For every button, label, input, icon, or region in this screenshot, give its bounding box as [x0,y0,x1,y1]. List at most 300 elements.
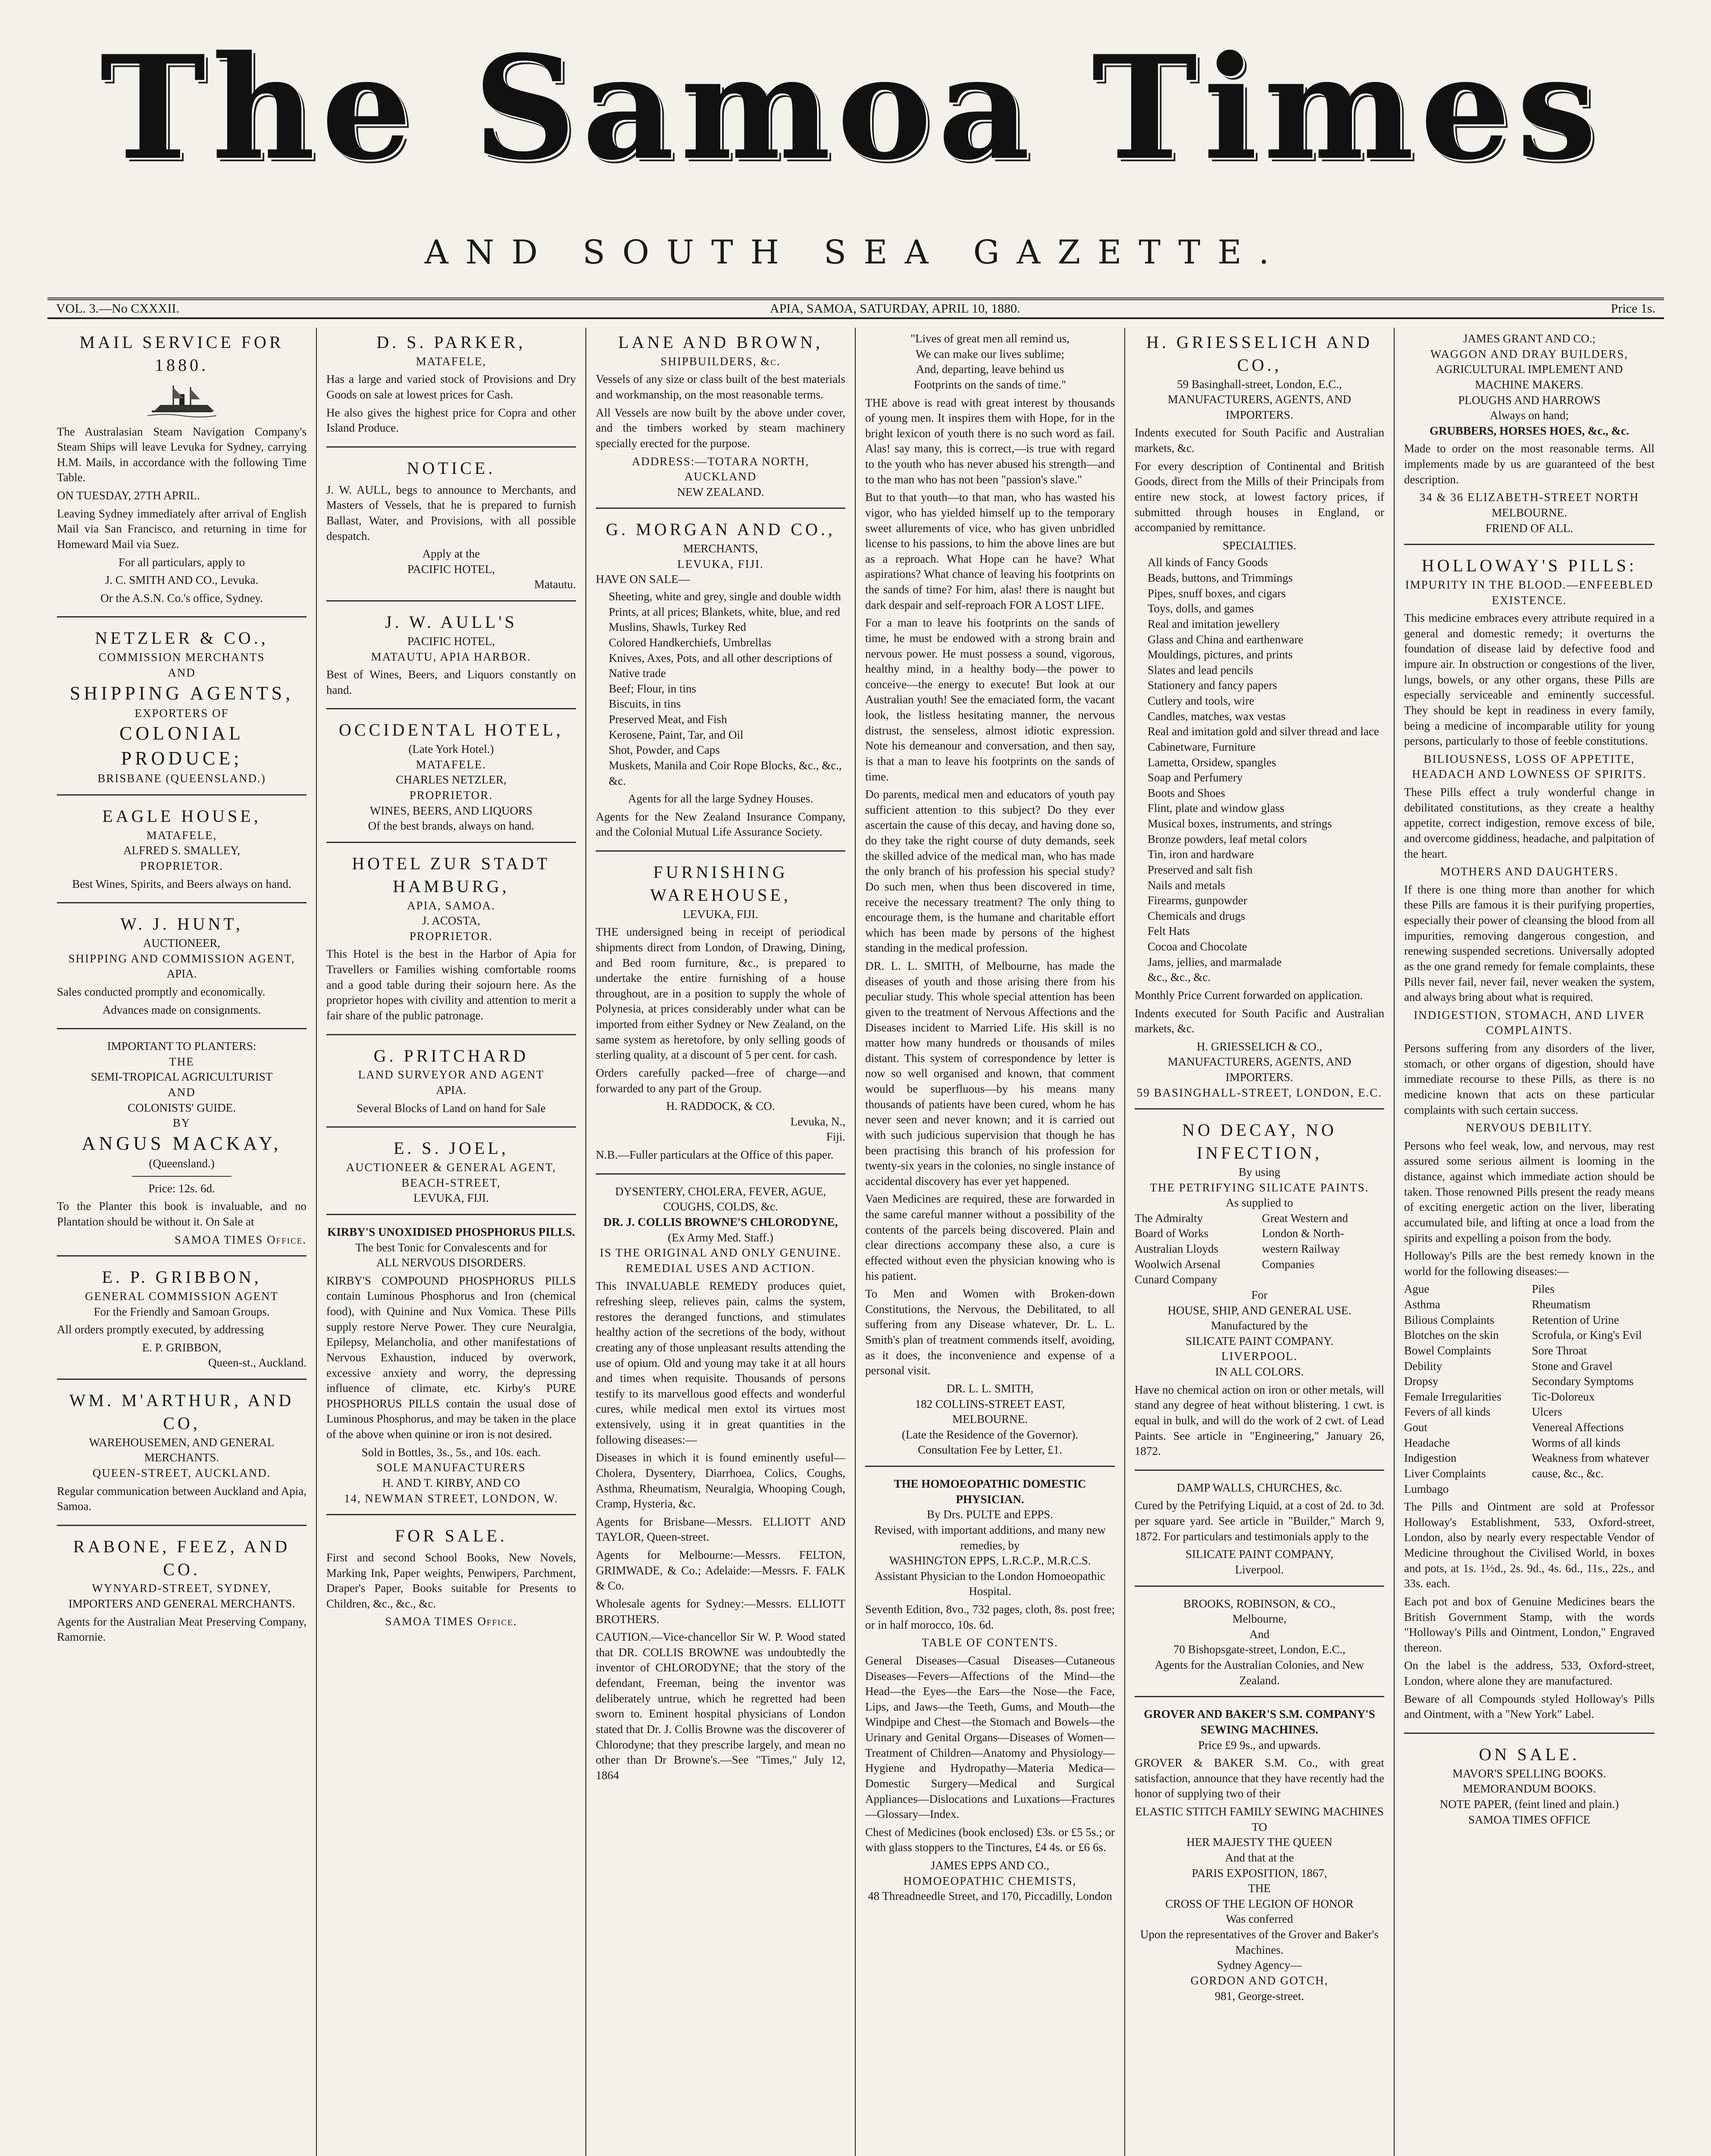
ad-text: MATAUTU, APIA HARBOR. [371,650,532,663]
ad-text: 48 Threadneedle Street, and 170, Piccadilly, London [868,1890,1112,1903]
ad-text: Agents for the New Zealand Insurance Company, and the Colonial Mutual Life Assurance Society. [596,810,845,839]
zur-stadt-hamburg-ad [326,852,576,1035]
ad-heading: HOTEL ZUR STADT HAMBURG, [352,853,551,896]
ad-text: On the label is the address, 533, Oxford-street, London, where alone they are manufactured. [1404,1659,1655,1688]
article-paragraph: Vaen Medicines are required, these are forwarded in the same careful manner without a possibility of the contents of the parcels being discovered. Plain and clear directions accompany these also, a cure is effected without even the physician knowing who is his patient. [865,1192,1115,1282]
list-item: Soap and Perfumery [1148,771,1243,784]
ad-text: N.B.—Fuller particulars at the Office of this paper. [596,1148,834,1162]
ad-text: For every description of Continental and British Goods, direct from the Mills of their Principals from entire new stock, at lowest factory prices, if submitted through houses in England, or accompanied by remittance. [1135,459,1384,534]
column-2 [317,328,586,2156]
ad-text: All orders promptly executed, by addressing [57,1323,264,1336]
ad-text: MATAFELE. [416,758,487,771]
ad-text: MACHINE MAKERS. [1475,378,1584,391]
list-item: Nails and metals [1148,878,1225,892]
specialties-list [1135,555,1384,985]
ad-text: DR. L. L. SMITH, [946,1382,1034,1395]
ad-text: These Pills effect a truly wonderful change in debilitated constitutions, as they create a healthy appetite, correct indigestion, remove excess of bile, and overcome giddiness, headache, and palpitation of the heart. [1404,786,1655,860]
list-item: Cocoa and Chocolate [1148,940,1247,953]
ad-text: BY [172,1116,191,1130]
ad-text: Cured by the Petrifying Liquid, at a cost of 2d. to 3d. per square yard. See article in "Builder," March 9, 1872. For particulars and testimonials apply to the [1135,1499,1384,1543]
ad-text: Persons who feel weak, low, and nervous, may rest assured some serious ailment is looming in the distance, against which immediate action should be taken. Those renowned Pills present the ready means of exciting energetic action on the liver, liberating accumulated bile, and lifting at once a load from the spirits and expelling a poison from the body. [1404,1139,1655,1244]
ad-text: MATAFELE, [146,828,217,842]
hunt-ad [57,913,307,1029]
ad-text: Manufactured by the [1211,1319,1308,1332]
ad-text: Has a large and varied stock of Provisions and Dry Goods on sale at lowest prices for Cash. [326,373,576,401]
ad-text: Best Wines, Spirits, and Beers always on hand. [72,877,291,890]
ad-heading: NOTICE. [407,458,496,478]
ad-text: And [1249,1627,1270,1641]
ad-text: H. GRIESSELICH & CO., [1196,1040,1322,1053]
list-item: Boots and Shoes [1148,786,1226,799]
ad-text: THE [1248,1882,1271,1895]
ad-heading: KIRBY'S UNOXIDISED PHOSPHORUS PILLS. [327,1225,575,1238]
aull-hotel-ad [326,611,576,709]
ad-heading: EAGLE HOUSE, [102,806,261,826]
ad-text: Ague Asthma Bilious Complaints Blotches on the skin Bowel Complaints Debility Dropsy Female Irregularities Fevers of all kinds Gout Headache Indigestion Liver Complaints Lumbago [1404,1282,1501,1495]
ad-text: NEW ZEALAND. [677,485,764,498]
ad-text: GRUBBERS, HORSES HOES, &c., &c. [1429,424,1629,437]
ad-text: Great Western and London & North- western Railway Companies [1262,1211,1348,1271]
ad-text: WAGGON AND DRAY BUILDERS, [1430,347,1629,360]
ad-text: FRIEND OF ALL. [1485,521,1573,535]
ad-text: HOMOEOPATHIC CHEMISTS, [903,1874,1077,1887]
ad-text: CROSS OF THE LEGION OF HONOR [1165,1897,1354,1910]
ad-text: KIRBY'S COMPOUND PHOSPHORUS PILLS contain Luminous Phosphorus and Iron (chemical food), with Quinine and Nux Vomica. These Pills supply restore Nerve Power. They cure Neuralgia, Epilepsy, Melancholia, and other manifestations of Nervous Exhaustion, induced by overwork, excessive anxiety and worry, the depressing influence of climate, etc. Kirby's PURE PHOSPHORUS PILLS contain the usual dose of Luminous Phosphorus, and may be taken in the place of the above when quinine or iron is not desired. [326,1274,576,1441]
ad-text: Seventh Edition, 8vo., 732 pages, cloth, 8s. post free; or in half morocco, 10s. 6d. [865,1603,1115,1631]
mail-service-ad [57,331,307,617]
ad-heading: JAMES GRANT AND CO.; [1463,332,1596,345]
ad-text: (Queensland.) [149,1157,215,1170]
holloway-pills-ad [1404,555,1655,1734]
list-item: Real and imitation jewellery [1148,617,1280,630]
list-item: Glass and China and earthenware [1148,633,1304,646]
ad-text: SEMI-TROPICAL AGRICULTURIST [91,1070,273,1084]
ad-text: 182 COLLINS-STREET EAST, [915,1397,1065,1410]
ad-text: MAVOR'S SPELLING BOOKS. [1452,1767,1606,1780]
netzler-ad [57,627,307,796]
ad-text: Made to order on the most reasonable terms. All implements made by us are guaranteed of the best description. [1404,442,1655,486]
ad-text: QUEEN-STREET, AUCKLAND. [92,1466,271,1479]
ad-text: PACIFIC HOTEL, [407,634,495,648]
ad-text: (Late York Hotel.) [408,743,494,756]
ad-text: Agents for all the large Sydney Houses. [628,792,813,805]
ad-text: For [1251,1288,1268,1301]
ad-text: SOLE MANUFACTURERS [376,1461,526,1474]
ad-text: Best of Wines, Beers, and Liquors constantly on hand. [326,668,576,696]
ad-text: For the Friendly and Samoan Groups. [94,1305,270,1318]
ad-text: PLOUGHS AND HARROWS [1458,393,1601,407]
ad-heading: NO DECAY, NO INFECTION, [1182,1120,1337,1163]
griesselich-ad [1135,331,1384,1109]
ad-text: Regular communication between Auckland and Apia, Samoa. [57,1484,307,1513]
list-item: &c., &c., &c. [1148,971,1211,984]
ad-text: LAND SURVEYOR AND AGENT [358,1068,544,1081]
list-item: Colored Handkerchiefs, Umbrellas [609,636,772,649]
ad-text: Matautu. [534,578,576,591]
issue-price: Price 1s. [1611,301,1655,316]
ad-text: HOUSE, SHIP, AND GENERAL USE. [1167,1304,1351,1317]
ad-text: Sold in Bottles, 3s., 5s., and 10s. each. [361,1445,541,1459]
ad-text: APIA. [166,967,197,981]
ad-text: Upon the representatives of the Grover and Baker's Machines. [1140,1928,1379,1956]
ad-text: Several Blocks of Land on hand for Sale [357,1101,546,1115]
ad-text: Chest of Medicines (book enclosed) £3s. or £5 5s.; or with glass stoppers to the Tinctures, £4 4s. or £6 6s. [865,1825,1115,1854]
ad-text: Agents for the Australian Meat Preserving Company, Ramornie. [57,1615,307,1644]
james-grant-ad [1404,331,1655,545]
ad-text: He also gives the highest price for Copra and other Island Produce. [326,406,576,435]
poem-line: And, departing, leave behind us [916,363,1064,376]
ad-text: IMPURITY IN THE BLOOD.—ENFEEBLED EXISTENCE. [1405,578,1654,607]
ad-heading: MAIL SERVICE FOR 1880. [79,332,284,375]
article-paragraph: THE above is read with great interest by thousands of young men. It inspires them with Hope, for in the bright lexicon of youth there is no such word as fail. Alas! say many, this is correct,—is true with regard to the youth who has never abused his strength—and to the man who has not been "passion's slave." [865,396,1115,486]
ad-text: WYNYARD-STREET, SYDNEY, [92,1582,272,1595]
ad-heading: E. P. GRIBBON, [102,1267,262,1287]
ad-heading: G. PRITCHARD [373,1046,529,1065]
ad-text: J. ACOSTA, [422,914,481,928]
article-paragraph: To Men and Women with Broken-down Constitutions, the Nervous, the Debilitated, to all suffering from any Disease whatever, Dr. L. L. Smith's plan of treatment commends itself, avoiding, as it does, the inconvenience and expense of a personal visit. [865,1287,1115,1377]
ad-text: EXPORTERS OF [135,706,229,720]
list-item: Flint, plate and window glass [1148,802,1285,815]
furnishing-warehouse-ad [596,861,845,1175]
ad-text: LIVERPOOL. [1221,1350,1298,1363]
ad-text: Assistant Physician to the London Homoeopathic Hospital. [875,1569,1105,1598]
ad-text: INDIGESTION, STOMACH, AND LIVER COMPLAINTS. [1414,1008,1645,1037]
ad-text: H. AND T. KIRBY, AND CO [382,1476,520,1489]
list-item: Candles, matches, wax vestas [1148,709,1286,723]
marthur-ad [57,1389,307,1526]
occidental-hotel-ad [326,719,576,843]
ad-text: THE undersigned being in receipt of periodical shipments direct from London, of Drawing, Dining, and Bed room furniture, &c., is prepared to undertake the entire furnishing of a house throughout, are in a position to supply the whole of Polynesia, at prices considerably under what can be imported from either Sydney or New Zealand, on the same system as heretofore, by only selling goods of sterling quality, at a discount of 5 per cent. for cash. [596,925,845,1062]
ad-text: Agents for the Australian Colonies, and New Zealand. [1154,1658,1364,1687]
dateline [47,298,1664,319]
ad-text: COLONISTS' GUIDE. [128,1101,236,1114]
ad-text: 981, George-street. [1214,1989,1304,2002]
eagle-house-ad [57,805,307,903]
ad-text: 59 BASINGHALL-STREET, LONDON, E.C. [1136,1086,1383,1099]
column-6 [1395,328,1664,2156]
ad-text: WASHINGTON EPPS, L.R.C.P., M.R.C.S. [889,1554,1091,1567]
volume-number: VOL. 3.—No CXXXII. [56,301,179,316]
ad-text: First and second School Books, New Novels, Marking Ink, Paper weights, Penwipers, Parchment, Draper's Paper, Books suitable for Presents to Children, &c., &c., &c. [326,1551,576,1610]
ad-text: 34 & 36 ELIZABETH-STREET NORTH [1419,491,1639,504]
ad-text: Piles Rheumatism Retention of Urine Scrofula, or King's Evil Sore Throat Stone and Gravel Secondary Symptoms Tic-Doloreux Ulcers Venereal Affections Worms of all kinds Weakness from whatever cause, &c., &c. [1532,1282,1649,1480]
chlorodyne-ad [596,1184,845,1794]
list-item: Jams, jellies, and marmalade [1148,955,1282,968]
ad-text: Price £9 9s., and upwards. [1198,1738,1321,1752]
ad-text: GROVER & BAKER S.M. Co., with great satisfaction, announce that they have recently had the honor of supplying two of their [1135,1756,1384,1800]
ad-heading: FOR SALE. [395,1526,507,1546]
ad-text: ALL NERVOUS DISORDERS. [376,1256,526,1269]
column-4 [856,328,1125,2156]
ad-text: HER MAJESTY THE QUEEN [1186,1836,1333,1849]
list-item: Firearms, gunpowder [1148,894,1247,907]
article-paragraph: DR. L. L. SMITH, of Melbourne, has made the diseases of youth and those arising there from his peculiar study. This whole special attention has been given to the treatment of Nervous Affections and the Diseases incident to Married Life. His skill is no matter how many hundreds or thousands of miles distant. This system of correspondence by letter is now so well organised and known, that comment would be superfluous—by his means many thousands of patients have been cured, whom he has never seen and never known; and it is carried out with such judicious supervision that though he has been practising this branch of his profession for twenty-six years in the colonies, no single instance of accidental discovery has ever yet happened. [865,959,1115,1188]
ad-text: If there is one thing more than another for which these Pills are famous it is their purifying properties, especially their power of cleansing the blood from all impurities, removing dangerous congestion, and renewing suspended secretions. Universally adopted as the one grand remedy for female complaints, these Pills never fail, never fail, never weaken the system, and always bring about what is required. [1404,883,1655,1004]
ad-heading: NETZLER & CO., [95,628,269,648]
list-item: Prints, at all prices; Blankets, white, blue, and red [609,605,840,618]
poem-line: Footprints on the sands of time." [913,378,1066,391]
ad-text: CAUTION.—Vice-chancellor Sir W. P. Wood stated that DR. COLLIS BROWNE was undoubtedly the inventor of CHLORODYNE; that the story of the defendant, Freeman, being the inventor was deliberately untrue, which he regretted had been sworn to. Eminent hospital physicians of London stated that Dr. J. Collis Browne was the discoverer of Chlorodyne; that they prescribe largely, and mean no other than Dr Browne's.—See "Times," July 12, 1864 [596,1630,845,1782]
ad-text: The best Tonic for Convalescents and for [355,1241,547,1254]
joel-ad [326,1137,576,1215]
ad-text: MEMORANDUM BOOKS. [1462,1782,1596,1796]
list-item: All kinds of Fancy Goods [1148,556,1268,569]
ad-text: H. RADDOCK, & CO. [666,1100,775,1113]
ad-text: IMPORTERS AND GENERAL MERCHANTS. [68,1597,295,1611]
list-item: Real and imitation gold and silver thread and lace [1148,725,1379,738]
morgan-ad [596,518,845,852]
ad-text: This INVALUABLE REMEDY produces quiet, refreshing sleep, relieves pain, calms the system, restores the deranged functions, and stimulates healthy action of the secretions of the body, without creating any of those unpleasant results attending the use of opium. Old and young may take it at all hours and times when requisite. Thousands of persons testify to its marvellous good effects and wonderful cures, while medical men extol its virtues most extensively, using it in great quantities in the following diseases:— [596,1279,845,1446]
list-item: Shot, Powder, and Caps [609,743,720,757]
list-item: Cabinetware, Furniture [1148,740,1256,753]
ad-text: 59 Basinghall-street, London, E.C., [1177,377,1342,391]
ad-text: THE PETRIFYING SILICATE PAINTS. [1150,1181,1369,1194]
for-sale-ad [326,1525,576,1637]
ad-text: PROPRIETOR. [409,789,493,802]
ad-text: This medicine embraces every attribute required in a general and domestic remedy; it overturns the foundation of disease laid by defective food and impure air. In obstruction or congestions of the liver, lungs, bowels, or any other organs, these Pills are especially serviceable and eminently successful. They should be kept in readiness in every family, being a medicine of incomparable utility for young persons, particularly to those of feeble constitutions. [1404,611,1655,748]
ad-text: Leaving Sydney immediately after arrival of English Mail via San Francisco, and returning in time for Homeward Mail via Suez. [57,507,307,551]
ad-text: J. C. SMITH AND CO., Levuka. [105,573,259,587]
ad-text: THE [169,1055,194,1068]
ad-text: AUCTIONEER, [143,937,221,950]
ad-text: GORDON AND GOTCH, [1190,1974,1329,1987]
list-item: Beef; Flour, in tins [609,682,696,695]
silicate-paint-ad [1135,1119,1384,1470]
ad-text: SAMOA TIMES OFFICE [1468,1813,1591,1826]
ad-text: Beware of all Compounds styled Holloway's Pills and Ointment, with a "New York" Label. [1404,1692,1655,1721]
ad-text: REMEDIAL USES AND ACTION. [626,1261,815,1275]
ad-text: Agents for Brisbane—Messrs. ELLIOTT AND TAYLOR, Queen-street. [596,1515,845,1544]
ad-text: CHARLES NETZLER, [396,773,507,787]
list-item: Cutlery and tools, wire [1148,694,1254,708]
list-item: Preserved and salt fish [1148,863,1253,876]
ad-text: TABLE OF CONTENTS. [922,1636,1058,1649]
footprints-article [865,331,1115,1467]
ad-text: MANUFACTURERS, AGENTS, AND IMPORTERS. [1167,393,1351,421]
ad-heading: FURNISHING WAREHOUSE, [650,862,791,905]
ad-text: Wholesale agents for Sydney:—Messrs. ELLIOTT BROTHERS. [596,1597,845,1626]
ad-text: LEVUKA, FIJI. [683,907,758,921]
ad-text: (Late the Residence of the Governor). [901,1428,1079,1441]
list-item: Pipes, snuff boxes, and cigars [1148,586,1286,600]
ad-text: WINES, BEERS, AND LIQUORS [369,804,533,817]
ad-heading: J. W. AULL'S [385,612,517,632]
ad-heading: IMPORTANT TO PLANTERS: [107,1040,256,1053]
ad-heading: W. J. HUNT, [120,914,243,934]
list-item: Tin, iron and hardware [1148,848,1254,861]
ad-text: Apply at the [422,547,480,561]
pritchard-ad [326,1045,576,1128]
newspaper-title: The Samoa Times [100,24,1603,191]
planters-ad [57,1039,307,1257]
ad-heading: OCCIDENTAL HOTEL, [339,720,563,740]
ad-text: Liverpool. [1235,1563,1284,1576]
issue-date: APIA, SAMOA, SATURDAY, APRIL 10, 1880. [769,301,1020,316]
ad-text: Monthly Price Current forwarded on application. [1135,988,1363,1002]
ad-text: PACIFIC HOTEL, [407,562,495,576]
ad-text: Revised, with important additions, and many new remedies, by [874,1523,1106,1552]
ad-text: GENERAL COMMISSION AGENT [84,1289,278,1303]
ad-text: Advances made on consignments. [102,1003,261,1016]
ad-text: TO [1251,1820,1267,1833]
ad-text: SPECIALTIES. [1223,539,1296,552]
ad-text: APIA. [436,1083,466,1097]
ad-text: Indents executed for South Pacific and Australian markets, &c. [1135,1006,1384,1035]
ad-heading: H. GRIESSELICH AND CO., [1146,332,1373,375]
ad-text: E. P. GRIBBON, [142,1341,222,1354]
ad-text: The Australasian Steam Navigation Company's Steam Ships will leave Levuka for Sydney, carrying H.M. Mails, in accordance with the following Time Table. [57,425,307,484]
ad-text: Orders carefully packed—free of charge—and forwarded to any part of the Group. [596,1066,845,1095]
ad-text: ADDRESS:—TOTARA NORTH, AUCKLAND [632,454,810,483]
ad-text: This Hotel is the best in the Harbor of Apia for Travellers or Families wishing comfortable rooms and a good table during their sojourn here. As the proprietor hopes with civility and attention to merit a fair share of the public patronage. [326,947,576,1022]
ad-text: Sales conducted promptly and economically. [57,985,266,998]
list-item: Preserved Meat, and Fish [609,713,727,726]
ad-text: Sydney Agency— [1217,1959,1302,1972]
ad-heading: WM. M'ARTHUR, AND CO, [69,1391,294,1433]
ad-text: By using [1239,1165,1280,1178]
ad-text: ON TUESDAY, 27TH APRIL. [57,489,200,502]
ad-text: COLONIAL PRODUCE; [119,723,244,769]
ad-text: ELASTIC STITCH FAMILY SEWING MACHINES [1135,1805,1384,1818]
ad-text: ANGUS MACKAY, [81,1132,282,1154]
ad-text: SAMOA TIMES Office. [174,1233,307,1246]
columns [47,328,1664,2156]
ad-text: SHIPBUILDERS, &c. [660,354,781,368]
ad-text: And that at the [1225,1851,1294,1864]
list-item: Stationery and fancy papers [1148,679,1277,692]
list-item: Bronze powders, leaf metal colors [1148,832,1307,846]
lane-brown-ad [596,331,845,509]
ad-text: To the Planter this book is invaluable, and no Plantation should be without it. On Sale at [57,1200,307,1228]
ad-text: MELBOURNE. [1492,506,1567,519]
ad-text: Persons suffering from any disorders of the liver, stomach, or other organs of digestion, should have immediate recourse to these Pills, as there is no medicine known that acts on these particular complaints with such certain success. [1404,1042,1655,1116]
list-item: Toys, dolls, and games [1148,602,1254,615]
ad-text: SHIPPING AGENTS, [69,682,294,704]
ad-text: Always on hand; [1490,409,1569,422]
list-item: Mouldings, pictures, and prints [1148,648,1293,661]
ad-text: Diseases in which it is found eminently useful—Cholera, Dysentery, Diarrhoea, Colics, Coughs, Asthma, Rheumatism, Neuralgia, Whooping Cough, Cramp, Hysteria, &c. [596,1451,845,1510]
column-1 [47,328,317,2156]
column-3 [586,328,856,2156]
ad-text: Holloway's Pills are the best remedy known in the world for the following diseases:— [1404,1249,1655,1278]
ad-text: DR. J. COLLIS BROWNE'S CHLORODYNE, [603,1215,838,1228]
ad-text: J. W. AULL, begs to announce to Merchants, and Masters of Vessels, that he is prepared to furnish Ballast, Water, and Provisions, with all possible despatch. [326,483,576,542]
grover-baker-ad [1135,1707,1384,2012]
list-item: Musical boxes, instruments, and strings [1148,817,1332,830]
ad-heading: ON SALE. [1479,1744,1580,1764]
list-item: Beads, buttons, and Trimmings [1148,571,1293,585]
ad-text: Price: 12s. 6d. [148,1181,215,1195]
ad-text: The Admiralty Board of Works Australian Lloyds Woolwich Arsenal Cunard Company [1135,1211,1221,1286]
ad-text: LEVUKA, FIJI. [677,557,764,570]
list-item: Muslins, Shawls, Turkey Red [609,620,746,634]
ad-text: Of the best brands, always on hand. [368,819,535,833]
list-item: Muskets, Manila and Coir Rope Blocks, &c., &c., &c. [609,758,842,787]
ad-heading: DAMP WALLS, CHURCHES, &c. [1176,1481,1342,1494]
ad-text: Melbourne, [1232,1612,1287,1626]
ad-text: All Vessels are now built by the above under cover, and the timbers worked by steam machinery specially erected for the purpose. [596,406,845,450]
ad-text: NOTE PAPER, (feint lined and plain.) [1439,1797,1619,1811]
ad-text: MOTHERS AND DAUGHTERS. [1440,865,1619,878]
homoeopathic-physician-ad [865,1476,1115,1912]
ad-text: Or the A.S.N. Co.'s office, Sydney. [100,591,263,605]
ad-text: AUCTIONEER & GENERAL AGENT, [346,1161,557,1174]
list-item: Felt Hats [1148,924,1190,938]
ad-text: PROPRIETOR. [409,929,493,943]
poem-line: "Lives of great men all remind us, [910,332,1070,345]
ad-heading: G. MORGAN AND CO., [606,520,835,539]
article-paragraph: For a man to leave his footprints on the sands of time, he must be endowed with a strong brain and nervous power. He must possess a sound, vigorous, healthy mind, in a healthy body—the power to conceive—the energy to execute! But look at our Australian youth! See the emaciated form, the vacant look, the listless hesitating manner, the nervous distrust, the senseless, almost idiotic expression. Note his demeanour and conversation, and then say, is that a man to leave his footprints on the sands of time. [865,616,1115,783]
ad-text: Each pot and box of Genuine Medicines bears the British Government Stamp, with the words "Holloway's Pills and Ointment, London," Engraved thereon. [1404,1595,1655,1654]
ad-text: MERCHANTS, [683,542,758,555]
list-item: Lametta, Orsidew, spangles [1148,755,1276,769]
ad-text: HAVE ON SALE— [596,573,690,586]
ad-text: Agents for Melbourne:—Messrs. FELTON, GRIMWADE, & Co.; Adelaide:—Messrs. F. FALK & Co. [596,1548,845,1592]
list-item: Chemicals and drugs [1148,909,1245,922]
gribbon-ad [57,1266,307,1380]
masthead [0,0,1711,271]
damp-walls-ad [1135,1480,1384,1587]
list-item: Slates and lead pencils [1148,663,1254,677]
list-item: Sheeting, white and grey, single and double width [609,590,841,603]
ad-text: MANUFACTURERS, AGENTS, AND IMPORTERS. [1167,1055,1351,1084]
ad-text: LEVUKA, FIJI. [413,1191,489,1205]
ad-text: AGRICULTURAL IMPLEMENT AND [1436,363,1623,376]
ad-text: 14, NEWMAN STREET, LONDON, W. [344,1492,558,1505]
newspaper-subtitle: AND SOUTH SEA GAZETTE. [425,233,1286,271]
kirby-pills-ad [326,1225,576,1515]
ad-text: As supplied to [1226,1196,1293,1210]
column-5 [1125,328,1395,2156]
ad-text: Fiji. [826,1130,845,1144]
parker-ad [326,331,576,448]
ad-heading: D. S. PARKER, [376,332,526,352]
ad-text: Levuka, N., [790,1115,845,1128]
ad-text: NERVOUS DEBILITY. [1466,1121,1593,1134]
ad-text: WAREHOUSEMEN, AND GENERAL [89,1435,275,1449]
ad-text: AND [168,666,196,679]
ad-heading: THE HOMOEOPATHIC DOMESTIC PHYSICIAN. [894,1477,1086,1506]
list-item: Biscuits, in tins [609,697,681,711]
article-paragraph: But to that youth—to that man, who has wasted his vigor, who has yielded himself up to the temporary sweet allurements of vice, who has given unbridled license to his passions, to him the above lines are but as a reproach. What Hope can he have? What aspirations? What chance of leaving his footprints on the sands of time? For him, alas! there is naught but dark despair and self-reproach FOR A LOST LIFE. [865,491,1115,611]
list-item: Kerosene, Paint, Tar, and Oil [609,728,744,741]
ad-text: SILICATE PAINT COMPANY, [1186,1548,1333,1561]
steamship-icon [143,381,221,420]
ad-text: COMMISSION MERCHANTS [98,651,265,664]
ad-text: SAMOA TIMES Office. [385,1615,517,1628]
notice-ad [326,457,576,602]
ad-text: Consultation Fee by Letter, £1. [918,1443,1062,1457]
ad-text: MELBOURNE. [952,1413,1028,1426]
ad-text: Have no chemical action on iron or other metals, will stand any degree of heat without blistering. 1 cwt. is equal in bulk, and will do the work of 2 cwt. of Lead Paints. See article in "Engineering," January 26, 1872. [1135,1383,1384,1458]
ad-text: SHIPPING AND COMMISSION AGENT, [68,952,295,965]
ad-text: The Pills and Ointment are sold at Professor Holloway's Establishment, 533, Oxford-street, London, also by nearly every respectable Vendor of Medicine throughout the Civilised World, in boxes and pots, at 1s. 1½d., 2s. 9d., 4s. 6d., 11s., 22s., and 33s. each. [1404,1500,1655,1590]
ad-text: For all particulars, apply to [118,555,245,569]
article-paragraph: Do parents, medical men and educators of youth pay sufficient attention to this subject? Do they ever ascertain the cause of this decay, and having done so, do they take the right course of duty demands, seek the skilled advice of the medical man, who has made the only branch of his profession his special study? Do such men, when thus been discovered in time, receive the necessary treatment? The only thing to encourage them, is the humane and charitable effort which has been made by persons of the highest standing in the medical profession. [865,788,1115,955]
ad-text: MERCHANTS. [144,1451,219,1464]
ad-text: (Ex Army Med. Staff.) [668,1231,773,1244]
ad-text: PARIS EXPOSITION, 1867, [1192,1866,1327,1880]
ad-heading: E. S. JOEL, [394,1138,509,1158]
ad-text: Indents executed for South Pacific and Australian markets, &c. [1135,426,1384,455]
ad-text: PROPRIETOR. [140,859,224,873]
ad-text: Vessels of any size or class built of the best materials and workmanship, on the most reasonable terms. [596,373,845,401]
ad-text: BEACH-STREET, [401,1176,501,1189]
ad-text: 70 Bishopsgate-street, London, E.C., [1173,1643,1345,1656]
ad-text: IN ALL COLORS. [1215,1365,1304,1379]
ad-text: BRISBANE (QUEENSLAND.) [97,772,266,785]
on-sale-ad [1404,1743,1655,1835]
